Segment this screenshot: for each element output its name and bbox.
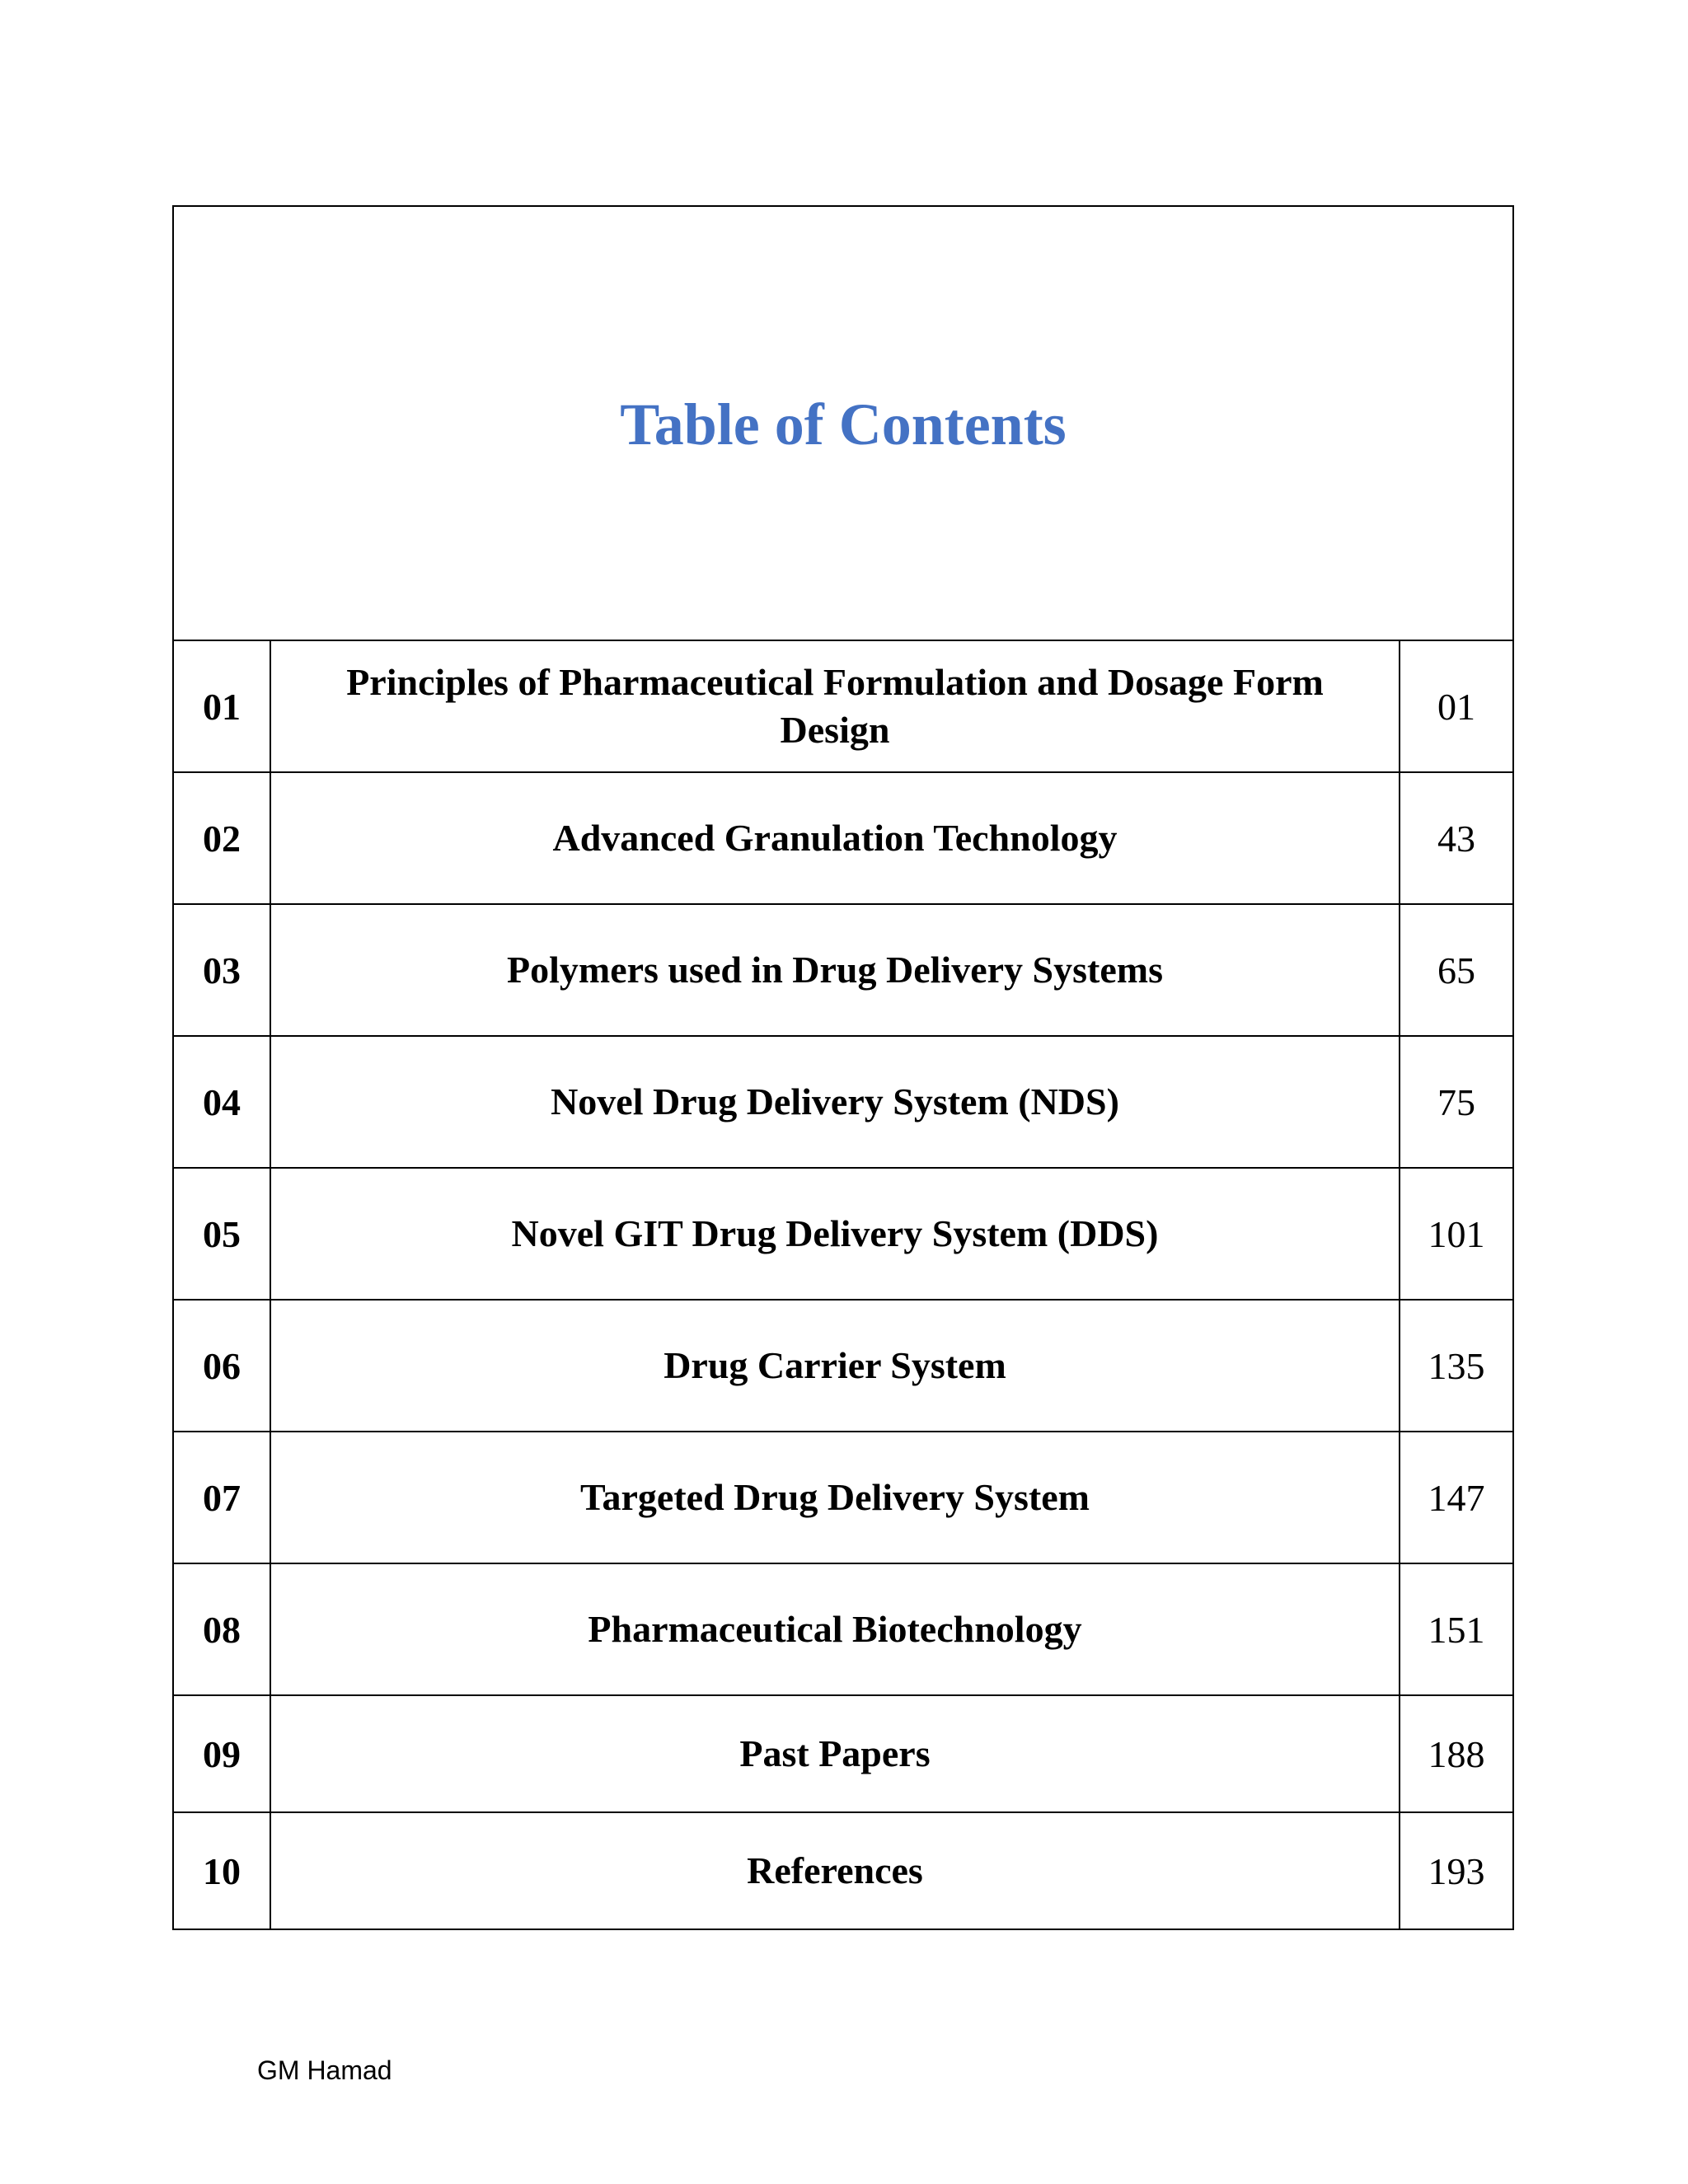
chapter-number: 02 xyxy=(174,773,271,903)
chapter-title: References xyxy=(271,1813,1400,1929)
chapter-number: 09 xyxy=(174,1696,271,1811)
toc-row xyxy=(174,1432,1512,1564)
chapter-title: Past Papers xyxy=(271,1696,1400,1811)
page-title: Table of Contents xyxy=(620,391,1067,457)
toc-row xyxy=(174,1696,1512,1813)
chapter-title: Drug Carrier System xyxy=(271,1301,1400,1431)
page-number: 65 xyxy=(1437,949,1475,991)
chapter-number: 07 xyxy=(174,1432,271,1563)
chapter-title: Advanced Granulation Technology xyxy=(271,773,1400,903)
chapter-title: Targeted Drug Delivery System xyxy=(271,1432,1400,1563)
chapter-number: 06 xyxy=(174,1301,271,1431)
toc-row xyxy=(174,773,1512,905)
chapter-title: Novel Drug Delivery System (NDS) xyxy=(271,1037,1400,1167)
page-number: 135 xyxy=(1428,1344,1485,1387)
toc-row xyxy=(174,1564,1512,1696)
toc-row xyxy=(174,641,1512,773)
page-number: 147 xyxy=(1428,1476,1485,1519)
toc-header xyxy=(174,207,1512,641)
footer-author: GM Hamad xyxy=(257,2055,392,2085)
chapter-title: Novel GIT Drug Delivery System (DDS) xyxy=(271,1169,1400,1299)
page-number: 75 xyxy=(1437,1080,1475,1123)
page-number: 193 xyxy=(1428,1849,1485,1892)
chapter-title: Polymers used in Drug Delivery Systems xyxy=(271,905,1400,1035)
chapter-title: Principles of Pharmaceutical Formulation and Dosage Form Design xyxy=(271,641,1400,771)
toc-row xyxy=(174,905,1512,1037)
page-number: 01 xyxy=(1437,685,1475,728)
page-number: 43 xyxy=(1437,817,1475,860)
chapter-title: Pharmaceutical Biotechnology xyxy=(271,1564,1400,1694)
toc-row xyxy=(174,1813,1512,1929)
page-number: 151 xyxy=(1428,1608,1485,1651)
toc-row xyxy=(174,1037,1512,1169)
page-number: 101 xyxy=(1428,1212,1485,1255)
chapter-number: 08 xyxy=(174,1564,271,1694)
chapter-number: 10 xyxy=(174,1813,271,1929)
chapter-number: 01 xyxy=(174,641,271,771)
page-number: 188 xyxy=(1428,1732,1485,1775)
chapter-number: 03 xyxy=(174,905,271,1035)
table-of-contents xyxy=(172,205,1514,1930)
toc-row xyxy=(174,1301,1512,1432)
chapter-number: 04 xyxy=(174,1037,271,1167)
toc-row xyxy=(174,1169,1512,1301)
chapter-number: 05 xyxy=(174,1169,271,1299)
